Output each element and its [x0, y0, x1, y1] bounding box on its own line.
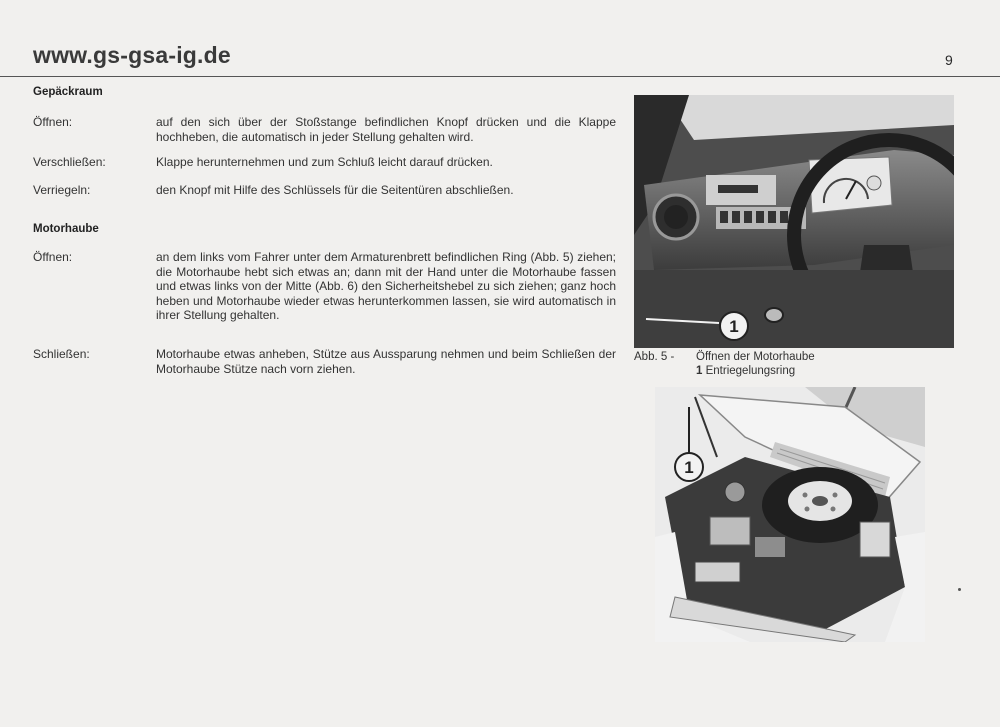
row-text: an dem links vom Fahrer unter dem Armaturenbrett befindlichen Ring (Abb. 5) ziehen; die Motorhaube hebt sich etwas an; dann mit der Hand unter die Motorhaube fassen und etwas links von der Mitte (Abb. 6) den Sicherheitshebel zu sich ziehen; ganz hoch heben und Motorhaube wieder etwas herunterkommen lassen, sie wird automatisch in ihrer Stellung gehalten.	[156, 250, 616, 322]
dashboard-illustration	[634, 95, 954, 348]
header-rule	[0, 76, 1000, 77]
caption-prefix: Abb. 5 -	[634, 351, 675, 363]
engine-bay-illustration	[655, 387, 925, 642]
row-label: Öffnen:	[33, 115, 73, 129]
callout-1: 1	[684, 458, 694, 477]
dashboard-photo	[634, 95, 954, 348]
print-speck	[958, 588, 961, 591]
row-text: Klappe herunternehmen und zum Schluß leicht darauf drücken.	[156, 155, 493, 169]
row-label: Schließen:	[33, 347, 90, 361]
row-text: auf den sich über der Stoßstange befindlichen Knopf drücken und die Klappe hochheben, die automatisch in jeder Stellung gehalten wird.	[156, 115, 616, 144]
row-label: Verriegeln:	[33, 183, 91, 197]
engine-bay-photo	[655, 387, 925, 642]
legend-number: 1	[696, 365, 703, 377]
section-heading-motorhaube: Motorhaube	[33, 223, 99, 235]
figure-caption	[634, 350, 815, 378]
callout-1: 1	[729, 317, 739, 336]
section-heading-gepaeckraum: Gepäckraum	[33, 86, 103, 98]
site-url[interactable]: www.gs-gsa-ig.de	[33, 42, 231, 68]
row-text: den Knopf mit Hilfe des Schlüssels für die Seitentüren abschließen.	[156, 183, 514, 197]
row-text: Motorhaube etwas anheben, Stütze aus Aussparung nehmen und beim Schließen der Motorhaube Stütze nach vorn ziehen.	[156, 347, 616, 376]
caption-title: Öffnen der Motorhaube	[696, 351, 815, 363]
legend-text: Entriegelungsring	[705, 365, 796, 377]
page-number: 9	[945, 52, 953, 68]
row-label: Öffnen:	[33, 250, 73, 264]
row-label: Verschließen:	[33, 155, 106, 169]
